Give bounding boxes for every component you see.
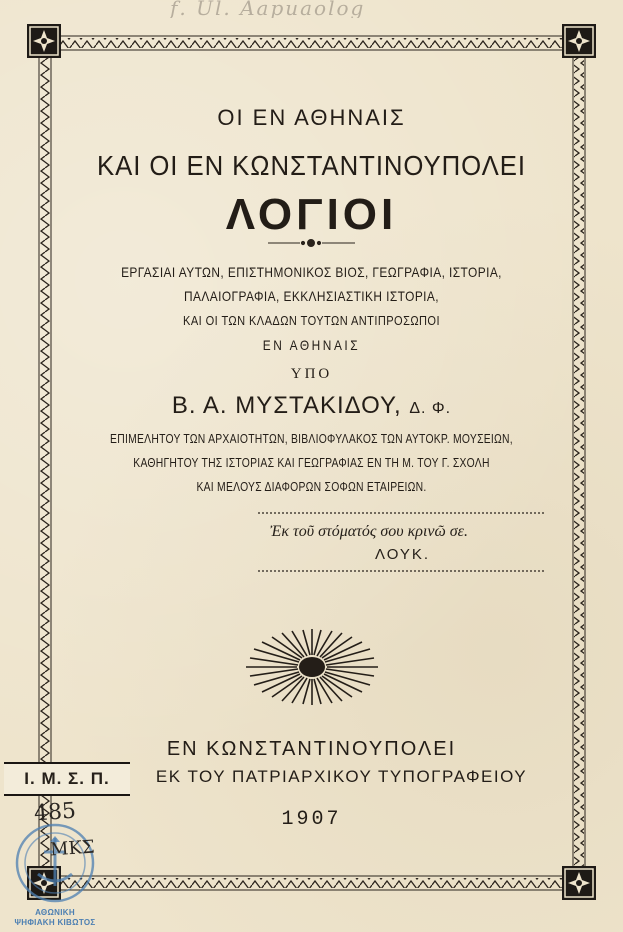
subtitle-line-1: ΕΡΓΑΣΙΑΙ ΑΥΤΩΝ, ΕΠΙΣΤΗΜΟΝΙΚΟΣ ΒΙΟΣ, ΓΕΩΓΡΑΦΙΑ, ΙΣΤΟΡΙΑ, <box>121 264 502 280</box>
library-label: Ι. Μ. Σ. Π. <box>4 762 130 796</box>
subtitle-line-4: ΕΝ ΑΘΗΝΑΙΣ <box>262 337 361 353</box>
subtitle-line-2: ΠΑΛΑΙΟΓΡΑΦΙΑ, ΕΚΚΛΗΣΙΑΣΤΙΚΗ ΙΣΤΟΡΙΑ, <box>183 288 440 304</box>
library-stamp-icon <box>14 822 96 904</box>
title-line-1: ΟΙ ΕΝ ΑΘΗΝΑΙΣ <box>217 105 406 130</box>
affiliation-line-2: ΚΑΘΗΓΗΤΟΥ ΤΗΣ ΙΣΤΟΡΙΑΣ ΚΑΙ ΓΕΩΓΡΑΦΙΑΣ ΕΝ ΤΗ Μ. ΤΟΥ Γ. ΣΧΟΛΗ <box>133 456 490 470</box>
epigraph-source: ΛΟΥΚ. <box>375 546 431 563</box>
affiliation-line-1: ΕΠΙΜΕΛΗΤΟΥ ΤΩΝ ΑΡΧΑΙΟΤΗΤΩΝ, ΒΙΒΛΙΟΦΥΛΑΚΟΣ ΤΩΝ ΑΥΤΟΚΡ. ΜΟΥΣΕΙΩΝ, <box>110 432 513 446</box>
stamp-text-line-1: ΑΘΩΝΙΚΗ <box>35 908 75 917</box>
by-label: ΥΠΟ <box>290 366 333 382</box>
imprint-year: 1907 <box>281 808 342 831</box>
author-name-text: Β. Α. ΜΥΣΤΑΚΙΔΟΥ, <box>171 392 402 419</box>
corner-ornament-top-right <box>562 24 596 58</box>
imprint-printer: ΕΚ ΤΟΥ ΠΑΤΡΙΑΡΧΙΚΟΥ ΤΥΠΟΓΡΑΦΕΙΟΥ <box>155 767 528 786</box>
corner-ornament-bottom-right <box>562 866 596 900</box>
corner-ornament-top-left <box>27 24 61 58</box>
subtitle-line-3: ΚΑΙ ΟΙ ΤΩΝ ΚΛΑΔΩΝ ΤΟΥΤΩΝ ΑΝΤΙΠΡΟΣΩΠΟΙ <box>183 313 440 328</box>
sunburst-ornament <box>246 629 378 705</box>
title-main: ΛΟΓΙΟΙ <box>225 190 398 239</box>
title-line-2: ΚΑΙ ΟΙ ΕΝ ΚΩΝΣΤΑΝΤΙΝΟΥΠΟΛΕΙ <box>96 150 526 181</box>
author-name <box>0 392 623 420</box>
shelf-sub-number: ΜΚΣ <box>49 836 96 861</box>
title-ornament <box>268 240 355 247</box>
stamp-text-line-2: ΨΗΦΙΑΚΗ ΚΙΒΩΤΟΣ <box>14 918 96 927</box>
shelf-number: 485 <box>33 798 77 827</box>
handwritten-note: ƒ. Ul. Aapuaolog <box>170 0 366 18</box>
affiliation-line-3: ΚΑΙ ΜΕΛΟΥΣ ΔΙΑΦΟΡΩΝ ΣΟΦΩΝ ΕΤΑΙΡΕΙΩΝ. <box>196 480 427 494</box>
imprint-place: ΕΝ ΚΩΝΣΤΑΝΤΙΝΟΥΠΟΛΕΙ <box>166 738 457 760</box>
author-degree: Δ. Φ. <box>409 400 452 417</box>
epigraph-text: Ἐκ τοῦ στόματός σου κρινῶ σε. <box>270 523 468 540</box>
